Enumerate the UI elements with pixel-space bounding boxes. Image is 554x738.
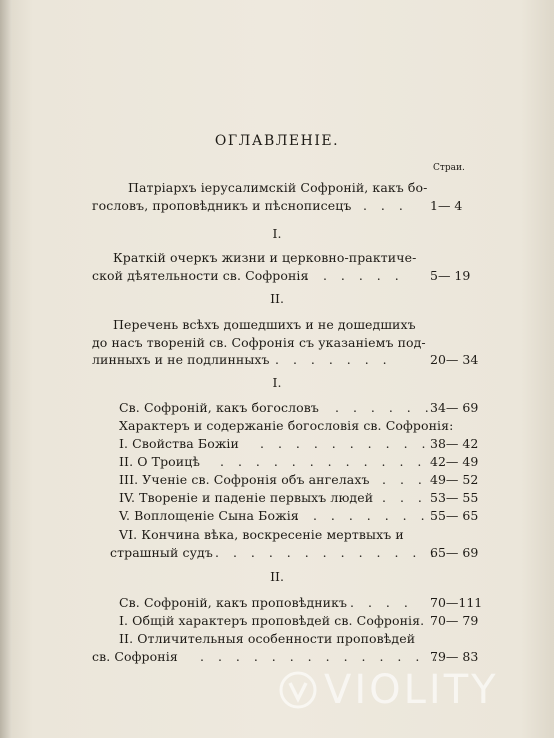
toc-item-label: I. Общій характеръ проповѣдей св. Софронія.	[119, 613, 425, 628]
toc-dots: . . . . . . . . . . . . .	[215, 545, 440, 560]
toc-dots: . . . . . .	[335, 400, 434, 415]
toc-theologian-pages: 34— 69	[430, 400, 479, 415]
toc-dots: . . . . . . . . . . . . . .	[200, 649, 443, 664]
toc-part2-pages: 20— 34	[430, 352, 479, 367]
toc-chapter1-num: I.	[272, 375, 282, 390]
toc-item6-line2: страшный судъ	[110, 545, 213, 560]
toc-part2-line2: до насъ твореній св. Софронія съ указаніемъ под-	[92, 335, 426, 350]
page-fold-shadow	[0, 0, 12, 738]
toc-chapter2-num: II.	[270, 569, 284, 584]
toc-intro-line1: Патріархъ іерусалимскій Софроній, какъ бо-	[128, 180, 428, 195]
toc-theologian: Св. Софроній, какъ богословъ	[119, 400, 319, 415]
toc-dots: . . . . . . . . . .	[260, 436, 431, 451]
toc-dots: . . . .	[345, 198, 408, 213]
toc-preacher: Св. Софроній, какъ проповѣдникъ	[119, 595, 348, 610]
toc-item6-line1: VI. Кончина вѣка, воскресеніе мертвыхъ и	[119, 527, 404, 542]
violity-logo-icon	[278, 670, 318, 710]
toc-item-pages: 49— 52	[430, 472, 479, 487]
toc-distinct-line1: II. Отличительныя особенности проповѣдей	[119, 631, 416, 646]
toc-part1-line1: Краткій очеркъ жизни и церковно-практиче-	[113, 250, 417, 265]
toc-item-label: IV. Твореніе и паденіе первыхъ людей	[119, 490, 374, 505]
page-title: ОГЛАВЛЕНІЕ.	[214, 133, 340, 149]
watermark	[278, 658, 548, 718]
toc-distinct-pages: 79— 83	[430, 649, 479, 664]
toc-part2-num: II.	[270, 291, 284, 306]
toc-part2-line3: линныхъ и не подлинныхъ	[92, 352, 270, 367]
toc-dots: . . . .	[350, 595, 413, 610]
toc-part1-num: I.	[272, 226, 282, 241]
toc-dots: . . . . . . .	[275, 352, 392, 367]
toc-dots: . . .	[382, 472, 427, 487]
toc-part1-pages: 5— 19	[430, 268, 471, 283]
toc-distinct-line2: св. Софронія	[92, 649, 178, 664]
toc-item-label: V. Воплощеніе Сына Божія	[119, 508, 299, 523]
toc-preacher-pages: 70—111	[430, 595, 483, 610]
watermark-text: VIOLITY	[324, 667, 499, 713]
toc-intro-pages: 1— 4	[430, 198, 463, 213]
toc-item-label: III. Ученіе св. Софронія объ ангелахъ	[119, 472, 370, 487]
toc-item-pages: 70— 79	[430, 613, 479, 628]
toc-part1-line2: ской дѣятельности св. Софронія	[92, 268, 309, 283]
toc-item-label: II. О Троицѣ	[119, 454, 201, 469]
toc-dots: . . .	[382, 490, 427, 505]
toc-item-label: I. Свойства Божіи	[119, 436, 239, 451]
toc-character: Характеръ и содержаніе богословія св. Софронія:	[119, 418, 454, 433]
toc-dots: . . . . . .	[305, 268, 404, 283]
toc-item-pages: 53— 55	[430, 490, 479, 505]
toc-item6-pages: 65— 69	[430, 545, 479, 560]
page-column-header: Страи.	[433, 163, 465, 173]
toc-intro-line2: гословъ, проповѣдникъ и пѣснописецъ	[92, 198, 352, 213]
toc-item-pages: 42— 49	[430, 454, 479, 469]
toc-part2-line1: Перечень всѣхъ дошедшихъ и не дошедшихъ	[113, 317, 416, 332]
toc-item-pages: 55— 65	[430, 508, 479, 523]
toc-dots: . . . . . . . . . . . .	[220, 454, 427, 469]
toc-dots: . . . . . . . .	[295, 508, 430, 523]
toc-item-pages: 38— 42	[430, 436, 479, 451]
